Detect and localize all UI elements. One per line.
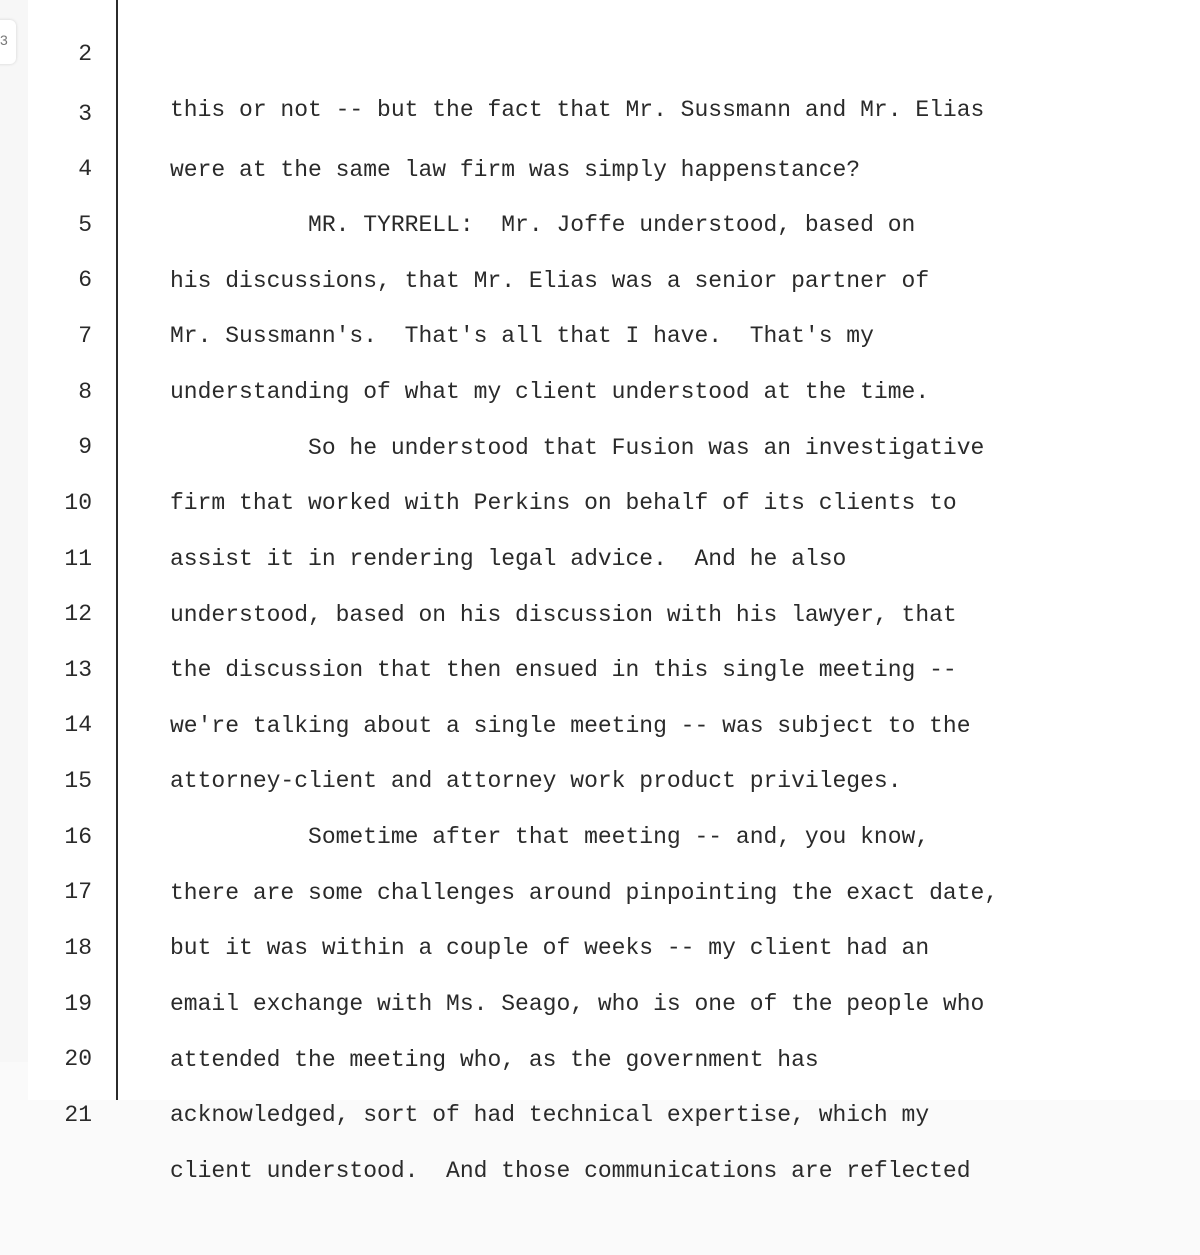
line-text: Sometime after that meeting -- and, you know,	[170, 824, 930, 850]
line-number: 14	[64, 712, 92, 738]
line-number: 6	[78, 267, 92, 293]
line-text: there are some challenges around pinpointing the exact date,	[170, 880, 999, 906]
line-text: attorney-client and attorney work product privileges.	[170, 768, 902, 794]
line-text: email exchange with Ms. Seago, who is one of the people who	[170, 991, 985, 1017]
line-number: 19	[64, 991, 92, 1017]
line-number: 18	[64, 935, 92, 961]
line-text: this or not -- but the fact that Mr. Sussmann and Mr. Elias	[170, 97, 985, 123]
line-number: 10	[64, 490, 92, 516]
line-text: So he understood that Fusion was an investigative	[170, 435, 985, 461]
line-number: 9	[78, 434, 92, 460]
page-indicator-tab[interactable]	[0, 20, 16, 64]
line-number: 16	[64, 824, 92, 850]
line-text: the discussion that then ensued in this single meeting --	[170, 657, 957, 683]
transcript-page	[28, 0, 1200, 1184]
line-number: 2	[78, 41, 92, 67]
line-text: acknowledged, sort of had technical expertise, which my	[170, 1102, 930, 1128]
line-text: client understood. And those communications are reflected	[170, 1158, 971, 1184]
line-number: 3	[78, 101, 92, 127]
line-text: were at the same law firm was simply happenstance?	[170, 157, 861, 183]
line-text: but it was within a couple of weeks -- my client had an	[170, 935, 930, 961]
line-number: 20	[64, 1046, 92, 1072]
line-text: MR. TYRRELL: Mr. Joffe understood, based on	[170, 212, 916, 238]
line-text: we're talking about a single meeting -- was subject to the	[170, 713, 971, 739]
line-text: understood, based on his discussion with his lawyer, that	[170, 602, 957, 628]
line-number: 4	[78, 156, 92, 182]
line-text: firm that worked with Perkins on behalf of its clients to	[170, 490, 957, 516]
line-number: 11	[64, 546, 92, 572]
transcript-line	[28, 0, 1200, 123]
line-number: 21	[64, 1102, 92, 1128]
line-number: 17	[64, 879, 92, 905]
line-text: his discussions, that Mr. Elias was a senior partner of	[170, 268, 930, 294]
line-number: 13	[64, 657, 92, 683]
line-text: attended the meeting who, as the government has	[170, 1047, 819, 1073]
line-number: 5	[78, 212, 92, 238]
line-text: Mr. Sussmann's. That's all that I have. That's my	[170, 323, 874, 349]
line-text: understanding of what my client understood at the time.	[170, 379, 930, 405]
line-number: 15	[64, 768, 92, 794]
line-number: 12	[64, 601, 92, 627]
line-number: 8	[78, 379, 92, 405]
line-number: 7	[78, 323, 92, 349]
line-text: assist it in rendering legal advice. And he also	[170, 546, 847, 572]
page-indicator-label: 3	[0, 32, 8, 48]
